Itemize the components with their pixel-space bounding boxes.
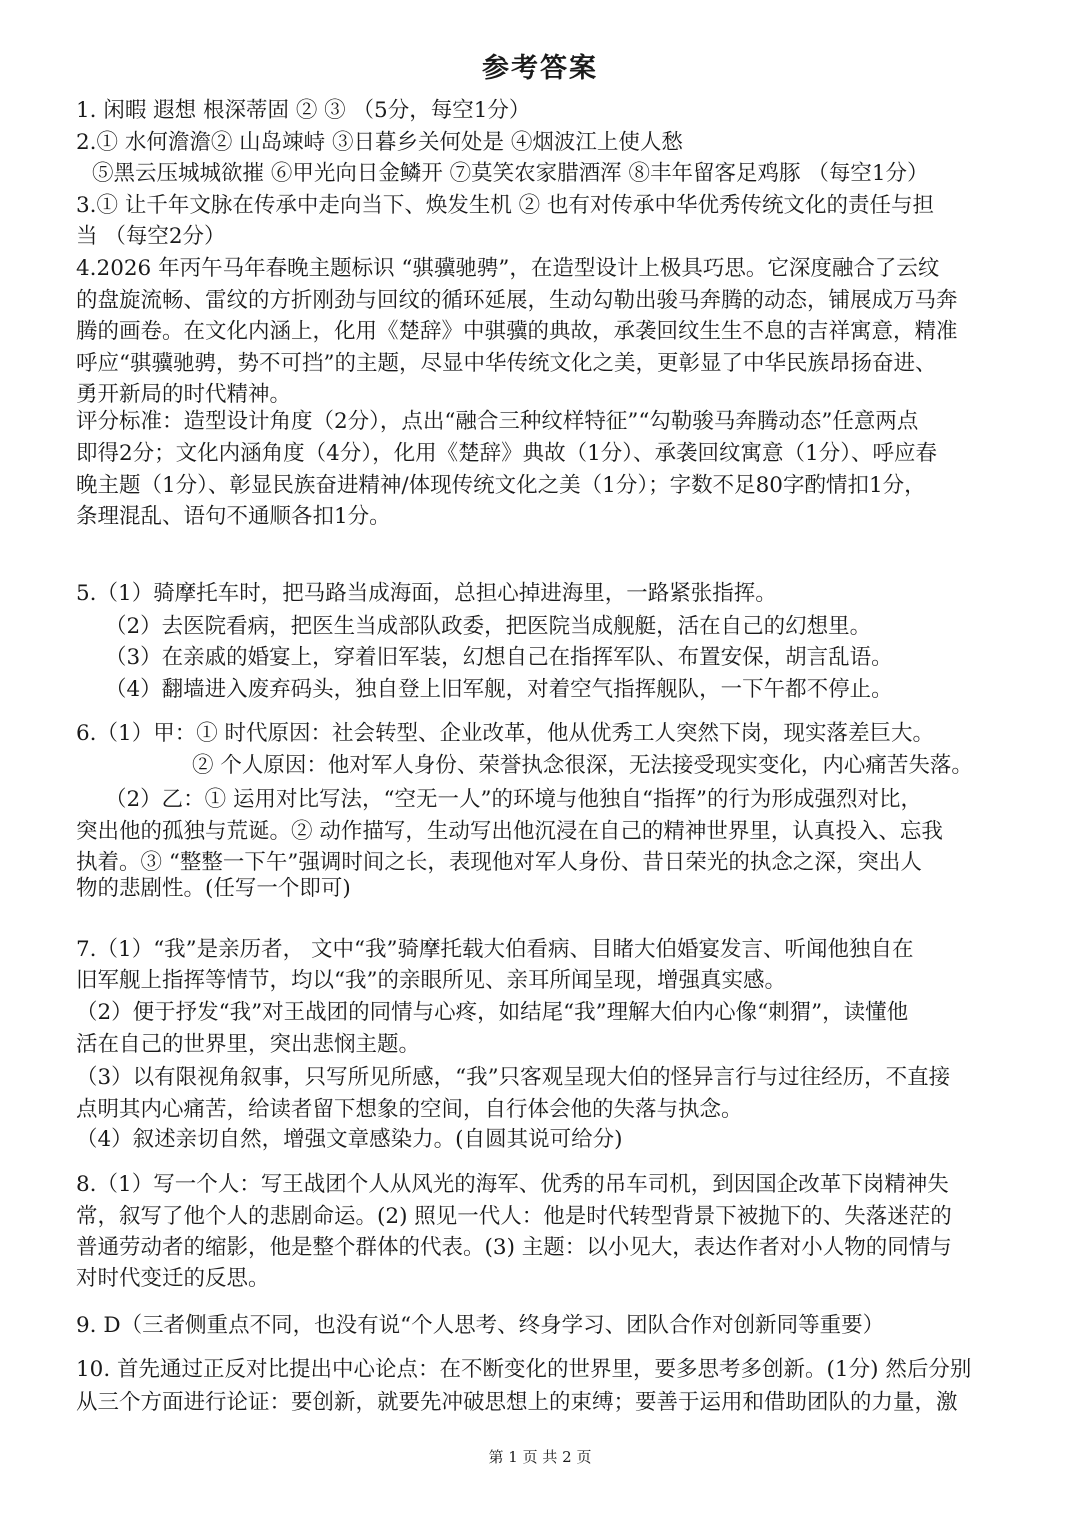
answer-line-q6-cont: 突出他的孤独与荒诞。② 动作描写，生动写出他沉浸在自己的精神世界里，认真投入、忘我 [76, 819, 943, 844]
answer-line-q8-cont: 常，叙写了他个人的悲剧命运。(2) 照见一代人：他是时代转型背景下被抛下的、失落迷茫的 [76, 1204, 952, 1229]
answer-line-q9: 9. D（三者侧重点不同，也没有说“个人思考、终身学习、团队合作对创新同等重要） [76, 1313, 885, 1338]
answer-line-q4: 4.2026 年丙午马年春晚主题标识 “骐骥驰骋”，在造型设计上极具巧思。它深度融合了云纹 [76, 256, 940, 281]
answer-line-q6-cont: 物的悲剧性。(任写一个即可) [76, 876, 351, 901]
answer-line-q8: 8.（1）写一个人：写王战团个人从风光的海军、优秀的吊车司机，到因国企改革下岗精神失 [76, 1172, 949, 1197]
answer-line-q7-cont: 活在自己的世界里，突出悲悯主题。 [76, 1032, 421, 1057]
answer-line-q5-cont: （4）翻墙进入废弃码头，独自登上旧军舰，对着空气指挥舰队，一下午都不停止。 [105, 677, 893, 702]
page-number: 第 1 页 共 2 页 [488, 1448, 592, 1466]
answer-line-q6-cont: （2）乙：① 运用对比写法，“空无一人”的环境与他独自“指挥”的行为形成强烈对比， [105, 787, 922, 812]
answer-line-q8-cont: 普通劳动者的缩影，他是整个群体的代表。(3) 主题：以小见大，表达作者对小人物的同情与 [76, 1235, 952, 1260]
answer-line-q5-cont: （2）去医院看病，把医生当成部队政委，把医院当成舰艇，活在自己的幻想里。 [105, 614, 872, 639]
scoring-criteria: 评分标准：造型设计角度（2分），点出“融合三种纹样特征”“勾勒骏马奔腾动态”任意两点 [76, 409, 919, 434]
answer-line-q7: 7.（1）“我”是亲历者， 文中“我”骑摩托载大伯看病、目睹大伯婚宴发言、听闻他独自在 [76, 937, 914, 962]
answer-line-q4-cont: 勇开新局的时代精神。 [76, 382, 292, 407]
answer-line-q2-cont: ⑤黑云压城城欲摧 ⑥甲光向日金鳞开 ⑦莫笑农家腊酒浑 ⑧丰年留客足鸡豚 （每空1分） [92, 161, 929, 186]
answer-line-q6: 6.（1）甲：① 时代原因：社会转型、企业改革，他从优秀工人突然下岗，现实落差巨大。 [76, 721, 935, 746]
page-title: 参考答案 [482, 53, 598, 84]
answer-line-q7-cont: （4）叙述亲切自然，增强文章感染力。(自圆其说可给分) [76, 1127, 623, 1152]
answer-line-q7-cont: 旧军舰上指挥等情节，均以“我”的亲眼所见、亲耳所闻呈现，增强真实感。 [76, 968, 786, 993]
answer-line-q6-cont: 执着。③ “整整一下午”强调时间之长，表现他对军人身份、昔日荣光的执念之深，突出人 [76, 850, 922, 875]
answer-line-q3: 3.① 让千年文脉在传承中走向当下、焕发生机 ② 也有对传承中华优秀传统文化的责任与担 [76, 193, 935, 218]
answer-line-q4-cont: 的盘旋流畅、雷纹的方折刚劲与回纹的循环延展，生动勾勒出骏马奔腾的动态，铺展成万马奔 [76, 288, 958, 313]
answer-line-q5: 5.（1）骑摩托车时，把马路当成海面，总担心掉进海里，一路紧张指挥。 [76, 581, 777, 606]
scoring-criteria: 即得2分；文化内涵角度（4分），化用《楚辞》典故（1分）、承袭回纹寓意（1分）、呼应春 [76, 441, 937, 466]
answer-line-q2: 2.① 水何澹澹② 山岛竦峙 ③日暮乡关何处是 ④烟波江上使人愁 [76, 130, 683, 155]
scoring-criteria: 条理混乱、语句不通顺各扣1分。 [76, 504, 391, 529]
answer-line-q10-cont: 从三个方面进行论证：要创新，就要先冲破思想上的束缚；要善于运用和借助团队的力量，激 [76, 1390, 958, 1415]
answer-line-q7-cont: （2）便于抒发“我”对王战团的同情与心疼，如结尾“我”理解大伯内心像“刺猬”，读懂他 [76, 1000, 909, 1025]
answer-line-q5-cont: （3）在亲戚的婚宴上，穿着旧军装，幻想自己在指挥军队、布置安保，胡言乱语。 [105, 645, 893, 670]
answer-line-q3-cont: 当 （每空2分） [76, 224, 226, 249]
answer-line-q4-cont: 呼应“骐骥驰骋，势不可挡”的主题，尽显中华传统文化之美，更彰显了中华民族昂扬奋进、 [76, 351, 937, 376]
answer-line-q10: 10. 首先通过正反对比提出中心论点：在不断变化的世界里，要多思考多创新。(1分) 然后分别 [76, 1357, 972, 1382]
answer-line-q7-cont: （3）以有限视角叙事，只写所见所感，“我”只客观呈现大伯的怪异言行与过往经历，不直接 [76, 1065, 951, 1090]
answer-line-q6-cont: ② 个人原因：他对军人身份、荣誉执念很深，无法接受现实变化，内心痛苦失落。 [192, 753, 973, 778]
answer-line-q4-cont: 腾的画卷。在文化内涵上，化用《楚辞》中骐骥的典故，承袭回纹生生不息的吉祥寓意，精准 [76, 319, 958, 344]
scoring-criteria: 晚主题（1分）、彰显民族奋进精神/体现传统文化之美（1分）；字数不足80字酌情扣1分， [76, 473, 926, 498]
answer-line-q7-cont: 点明其内心痛苦，给读者留下想象的空间，自行体会他的失落与执念。 [76, 1097, 743, 1122]
answer-line-q8-cont: 对时代变迁的反思。 [76, 1266, 270, 1291]
answer-line-q1: 1. 闲暇 遐想 根深蒂固 ② ③ （5分，每空1分） [76, 98, 531, 123]
